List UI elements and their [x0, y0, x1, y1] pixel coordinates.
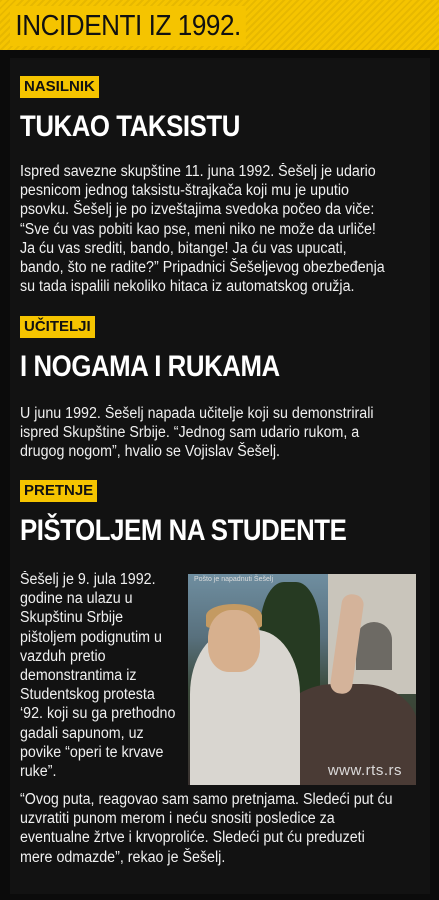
header-bar: [0, 0, 439, 50]
photo-head: [208, 610, 260, 672]
section-body-2: U junu 1992. Šešelj napada učitelje koji su demonstrirali ispred Skupštine Srbije. “Jednog sam udario rukom, a drugog nogom”, hvalio se Vojislav Šešelj.: [20, 405, 374, 461]
section-headline-3: PIŠTOLJEM NA STUDENTE: [20, 514, 347, 547]
section-tag-ucitelji: UČITELJI: [20, 316, 95, 338]
photo-watermark: www.rts.rs: [327, 762, 402, 779]
news-photo: [188, 574, 416, 785]
page-title: INCIDENTI IZ 1992.: [10, 6, 246, 46]
section-body-3-side: Šešelj je 9. jula 1992. godine na ulazu u Skupštinu Srbije pištoljem podignutim u vazduh pretio demonstrantima iz Studentskog protesta ‘92. koji su ga prethodno gadali sapunom, uz povike “operi te krvave ruke”.: [20, 571, 176, 781]
section-headline-1: TUKAO TAKSISTU: [20, 110, 240, 143]
photo-window: [356, 622, 392, 670]
photo-caption: Pošto je napadnuti Šešelj: [194, 576, 273, 583]
section-body-3-full: “Ovog puta, reagovao sam samo pretnjama. Sledeći put ću uzvratiti punom merom i neću snositi posledice za eventualne žrtve i krvoproliće. Sledeći put ću preduzeti mere odmazde”, rekao je Šešelj.: [20, 791, 393, 866]
section-tag-nasilnik: NASILNIK: [20, 76, 99, 98]
section-body-1: Ispred savezne skupštine 11. juna 1992. Šešelj je udario pesnicom jednog taksistu-štrajkača koji mu je uputio psovku. Šešelj je po izveštajima svedoka počeo da viče: “Sve ću vas pobiti kao pse, meni niko ne može da urliče! Ja ću vas srediti, bando, bitange! Ja ću vas upucati, bando, što ne radite?” Pripadnici Šešeljevog obezbeđenja su tada ispalili nekoliko hitaca iz automatskog oružja.: [20, 163, 385, 296]
section-tag-pretnje: PRETNJE: [20, 480, 97, 502]
section-headline-2: I NOGAMA I RUKAMA: [20, 350, 280, 383]
